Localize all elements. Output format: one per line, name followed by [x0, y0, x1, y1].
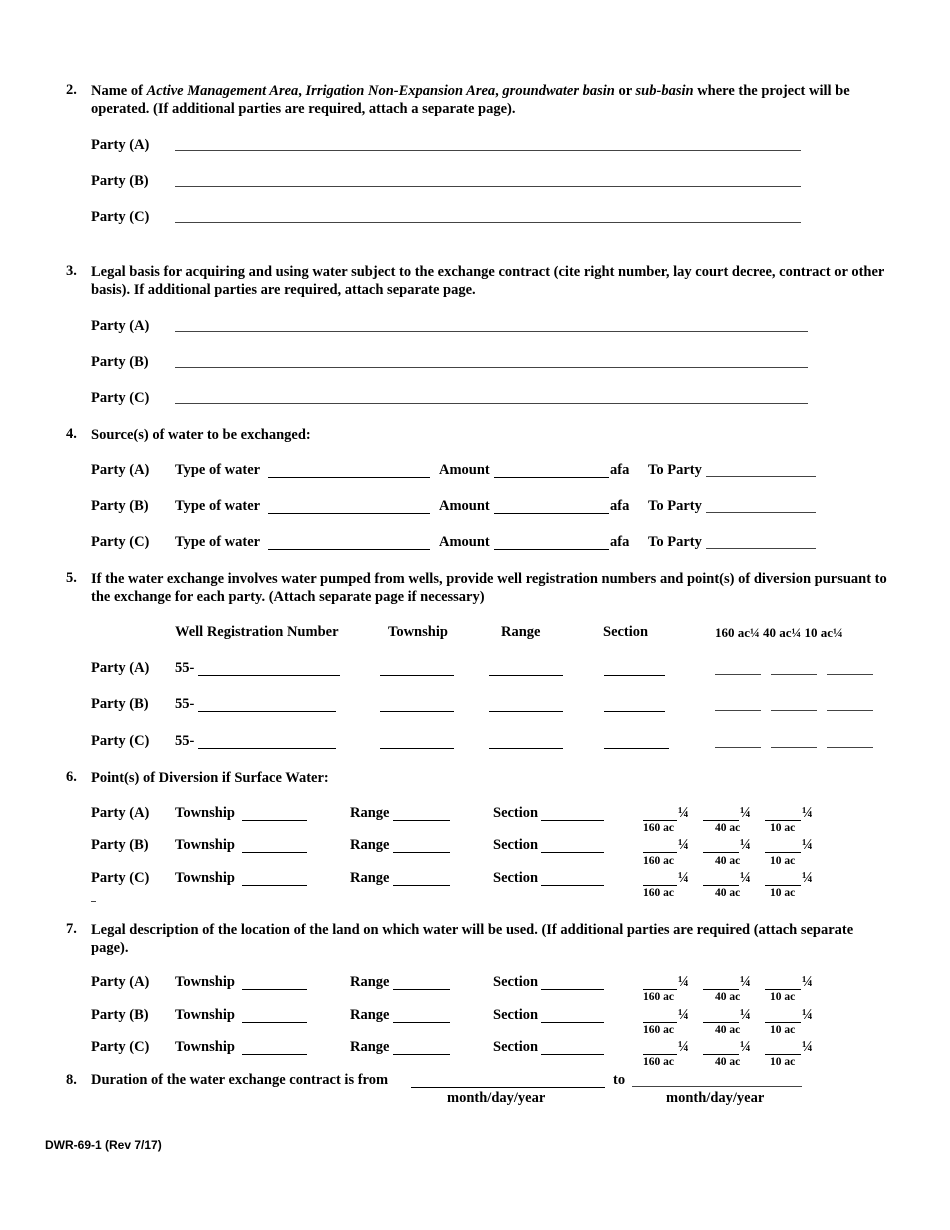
section-input[interactable]: [604, 748, 669, 749]
township-label: Township: [175, 837, 235, 853]
party-label: Party (A): [91, 318, 150, 334]
quarter-160-input[interactable]: [643, 820, 677, 821]
quarter-symbol: ¼: [740, 974, 751, 990]
quarter-symbol: ¼: [740, 870, 751, 886]
quarter-symbol: ¼: [678, 1007, 689, 1023]
quarter-caption-40: 40 ac: [715, 991, 741, 1003]
party-label: Party (B): [91, 354, 149, 370]
quarter-10-input[interactable]: [765, 820, 801, 821]
section-number: 8.: [66, 1072, 77, 1088]
quarter-symbol: ¼: [678, 837, 689, 853]
quarter-caption-10: 10 ac: [770, 822, 796, 834]
quarter-caption-40: 40 ac: [715, 822, 741, 834]
header-well: Well Registration Number: [175, 624, 339, 640]
party-label: Party (B): [91, 837, 149, 853]
quarter-160-input[interactable]: [715, 710, 761, 711]
well-prefix: 55-: [175, 696, 195, 712]
quarter-caption-10: 10 ac: [770, 991, 796, 1003]
well-prefix: 55-: [175, 733, 195, 749]
party-label: Party (A): [91, 974, 150, 990]
section-number: 2.: [66, 82, 77, 98]
quarter-10-input[interactable]: [765, 885, 801, 886]
range-label: Range: [350, 1007, 390, 1023]
quarter-symbol: ¼: [678, 870, 689, 886]
to-party-input[interactable]: [706, 476, 816, 477]
quarter-40-input[interactable]: [703, 1022, 739, 1023]
range-input[interactable]: [393, 989, 450, 990]
quarter-40-input[interactable]: [771, 747, 817, 748]
quarter-symbol: ¼: [802, 805, 813, 821]
section-input[interactable]: [604, 675, 665, 676]
quarter-symbol: ¼: [802, 870, 813, 886]
party-label: Party (B): [91, 173, 149, 189]
amount-input[interactable]: [494, 477, 609, 478]
party-label: Party (B): [91, 1007, 149, 1023]
type-label: Type of water: [175, 534, 261, 550]
well-number-input[interactable]: [198, 748, 336, 749]
township-input[interactable]: [380, 748, 454, 749]
quarter-symbol: ¼: [678, 1039, 689, 1055]
end-date-input[interactable]: [632, 1086, 802, 1087]
section-number: 7.: [66, 921, 77, 937]
quarter-symbol: ¼: [802, 1039, 813, 1055]
amount-input[interactable]: [494, 513, 609, 514]
quarter-160-input[interactable]: [643, 885, 677, 886]
quarter-10-input[interactable]: [827, 747, 873, 748]
quarter-10-input[interactable]: [765, 989, 801, 990]
section-6-text: Point(s) of Diversion if Surface Water:: [91, 770, 329, 786]
well-number-input[interactable]: [198, 711, 336, 712]
township-input[interactable]: [380, 711, 454, 712]
section-7-text: Legal description of the location of the land on which water will be used. (If additional parties are required (attach separate page).: [91, 922, 854, 956]
range-label: Range: [350, 837, 390, 853]
quarter-10-input[interactable]: [765, 1022, 801, 1023]
to-party-input[interactable]: [706, 548, 816, 549]
section-4-text: Source(s) of water to be exchanged:: [91, 427, 311, 443]
range-input[interactable]: [489, 675, 563, 676]
quarter-caption-160: 160 ac: [643, 991, 674, 1003]
party-label: Party (A): [91, 137, 150, 153]
township-input[interactable]: [242, 820, 307, 821]
quarter-40-input[interactable]: [771, 710, 817, 711]
unit-label: afa: [610, 498, 630, 514]
amount-label: Amount: [439, 498, 490, 514]
quarter-symbol: ¼: [678, 805, 689, 821]
quarter-160-input[interactable]: [715, 674, 761, 675]
section-8-text: Duration of the water exchange contract is from: [91, 1072, 389, 1088]
header-section: Section: [603, 624, 649, 640]
township-label: Township: [175, 870, 235, 886]
quarter-caption-160: 160 ac: [643, 1056, 674, 1068]
party-label: Party (A): [91, 462, 150, 478]
quarter-10-input[interactable]: [827, 710, 873, 711]
party-label: Party (C): [91, 209, 150, 225]
township-input[interactable]: [242, 1054, 307, 1055]
quarter-caption-160: 160 ac: [643, 822, 674, 834]
quarter-caption-10: 10 ac: [770, 855, 796, 867]
to-party-input[interactable]: [706, 512, 816, 513]
section-input[interactable]: [541, 1054, 604, 1055]
header-quarters: 160 ac¼ 40 ac¼ 10 ac¼: [715, 625, 843, 640]
range-label: Range: [350, 870, 390, 886]
range-input[interactable]: [489, 748, 563, 749]
end-date-caption: month/day/year: [666, 1090, 765, 1106]
range-input[interactable]: [393, 1022, 450, 1023]
quarter-caption-40: 40 ac: [715, 1024, 741, 1036]
section-input[interactable]: [541, 852, 604, 853]
unit-label: afa: [610, 534, 630, 550]
quarter-160-input[interactable]: [643, 1022, 677, 1023]
party-b-input[interactable]: [175, 367, 808, 368]
party-label: Party (B): [91, 498, 149, 514]
township-input[interactable]: [242, 1022, 307, 1023]
quarter-symbol: ¼: [802, 974, 813, 990]
range-input[interactable]: [393, 1054, 450, 1055]
unit-label: afa: [610, 462, 630, 478]
quarter-40-input[interactable]: [703, 1054, 739, 1055]
quarter-40-input[interactable]: [771, 674, 817, 675]
quarter-symbol: ¼: [740, 1039, 751, 1055]
quarter-caption-160: 160 ac: [643, 855, 674, 867]
township-label: Township: [175, 974, 235, 990]
section-3-text: Legal basis for acquiring and using water subject to the exchange contract (cite right number, lay court decree, contract or other basis). If additional parties are required, attach separate page.: [91, 264, 885, 298]
party-label: Party (C): [91, 390, 150, 406]
amount-input[interactable]: [494, 549, 609, 550]
range-input[interactable]: [393, 852, 450, 853]
quarter-caption-160: 160 ac: [643, 887, 674, 899]
amount-label: Amount: [439, 462, 490, 478]
to-party-label: To Party: [648, 534, 702, 550]
section-label: Section: [493, 1039, 539, 1055]
type-input[interactable]: [268, 549, 430, 550]
township-input[interactable]: [242, 989, 307, 990]
party-label: Party (C): [91, 1039, 150, 1055]
township-label: Township: [175, 1039, 235, 1055]
quarter-symbol: ¼: [740, 837, 751, 853]
quarter-caption-160: 160 ac: [643, 1024, 674, 1036]
township-label: Township: [175, 805, 235, 821]
quarter-symbol: ¼: [740, 1007, 751, 1023]
quarter-symbol: ¼: [802, 837, 813, 853]
party-label: Party (A): [91, 660, 150, 676]
section-input[interactable]: [604, 711, 665, 712]
party-b-input[interactable]: [175, 186, 801, 187]
quarter-10-input[interactable]: [765, 852, 801, 853]
to-party-label: To Party: [648, 462, 702, 478]
quarter-10-input[interactable]: [765, 1054, 801, 1055]
party-label: Party (C): [91, 870, 150, 886]
section-label: Section: [493, 1007, 539, 1023]
township-label: Township: [175, 1007, 235, 1023]
range-label: Range: [350, 1039, 390, 1055]
section-label: Section: [493, 974, 539, 990]
section-input[interactable]: [541, 1022, 604, 1023]
range-label: Range: [350, 974, 390, 990]
quarter-symbol: ¼: [740, 805, 751, 821]
quarter-symbol: ¼: [678, 974, 689, 990]
township-input[interactable]: [242, 852, 307, 853]
section-input[interactable]: [541, 885, 604, 886]
quarter-caption-40: 40 ac: [715, 1056, 741, 1068]
quarter-40-input[interactable]: [703, 989, 739, 990]
quarter-160-input[interactable]: [643, 989, 677, 990]
to-label: to: [613, 1072, 626, 1088]
section-number: 4.: [66, 426, 77, 442]
range-label: Range: [350, 805, 390, 821]
party-c-input[interactable]: [175, 222, 801, 223]
range-input[interactable]: [489, 711, 563, 712]
type-input[interactable]: [268, 513, 430, 514]
well-number-input[interactable]: [198, 675, 340, 676]
township-input[interactable]: [380, 675, 454, 676]
type-label: Type of water: [175, 498, 261, 514]
start-date-input[interactable]: [411, 1087, 605, 1088]
quarter-caption-10: 10 ac: [770, 1024, 796, 1036]
quarter-160-input[interactable]: [715, 747, 761, 748]
section-input[interactable]: [541, 989, 604, 990]
party-label: Party (C): [91, 733, 150, 749]
township-input[interactable]: [242, 885, 307, 886]
section-number: 6.: [66, 769, 77, 785]
quarter-caption-40: 40 ac: [715, 887, 741, 899]
quarter-caption-10: 10 ac: [770, 1056, 796, 1068]
quarter-40-input[interactable]: [703, 820, 739, 821]
range-input[interactable]: [393, 885, 450, 886]
range-input[interactable]: [393, 820, 450, 821]
section-label: Section: [493, 870, 539, 886]
quarter-symbol: ¼: [802, 1007, 813, 1023]
party-label: Party (A): [91, 805, 150, 821]
stray-mark: [91, 901, 96, 902]
header-range: Range: [501, 624, 541, 640]
section-2-text: Name of Active Management Area, Irrigation Non-Expansion Area, groundwater basin or sub-basin where the project will be operated. (If additional parties are required, attach a separate page).: [91, 83, 850, 117]
quarter-40-input[interactable]: [703, 885, 739, 886]
quarter-160-input[interactable]: [643, 1054, 677, 1055]
section-number: 3.: [66, 263, 77, 279]
well-prefix: 55-: [175, 660, 195, 676]
section-5-text: If the water exchange involves water pumped from wells, provide well registration numbers and point(s) of diversion pursuant to the exchange for each party. (Attach separate page if necessary): [91, 571, 887, 605]
amount-label: Amount: [439, 534, 490, 550]
party-label: Party (C): [91, 534, 150, 550]
quarter-160-input[interactable]: [643, 852, 677, 853]
section-number: 5.: [66, 570, 77, 586]
section-label: Section: [493, 805, 539, 821]
party-a-input[interactable]: [175, 150, 801, 151]
quarter-40-input[interactable]: [703, 852, 739, 853]
section-label: Section: [493, 837, 539, 853]
form-id-footer: DWR-69-1 (Rev 7/17): [45, 1138, 162, 1152]
party-a-input[interactable]: [175, 331, 808, 332]
quarter-caption-40: 40 ac: [715, 855, 741, 867]
to-party-label: To Party: [648, 498, 702, 514]
start-date-caption: month/day/year: [447, 1090, 546, 1106]
section-input[interactable]: [541, 820, 604, 821]
type-label: Type of water: [175, 462, 261, 478]
header-township: Township: [388, 624, 448, 640]
quarter-caption-10: 10 ac: [770, 887, 796, 899]
party-c-input[interactable]: [175, 403, 808, 404]
party-label: Party (B): [91, 696, 149, 712]
type-input[interactable]: [268, 477, 430, 478]
quarter-10-input[interactable]: [827, 674, 873, 675]
